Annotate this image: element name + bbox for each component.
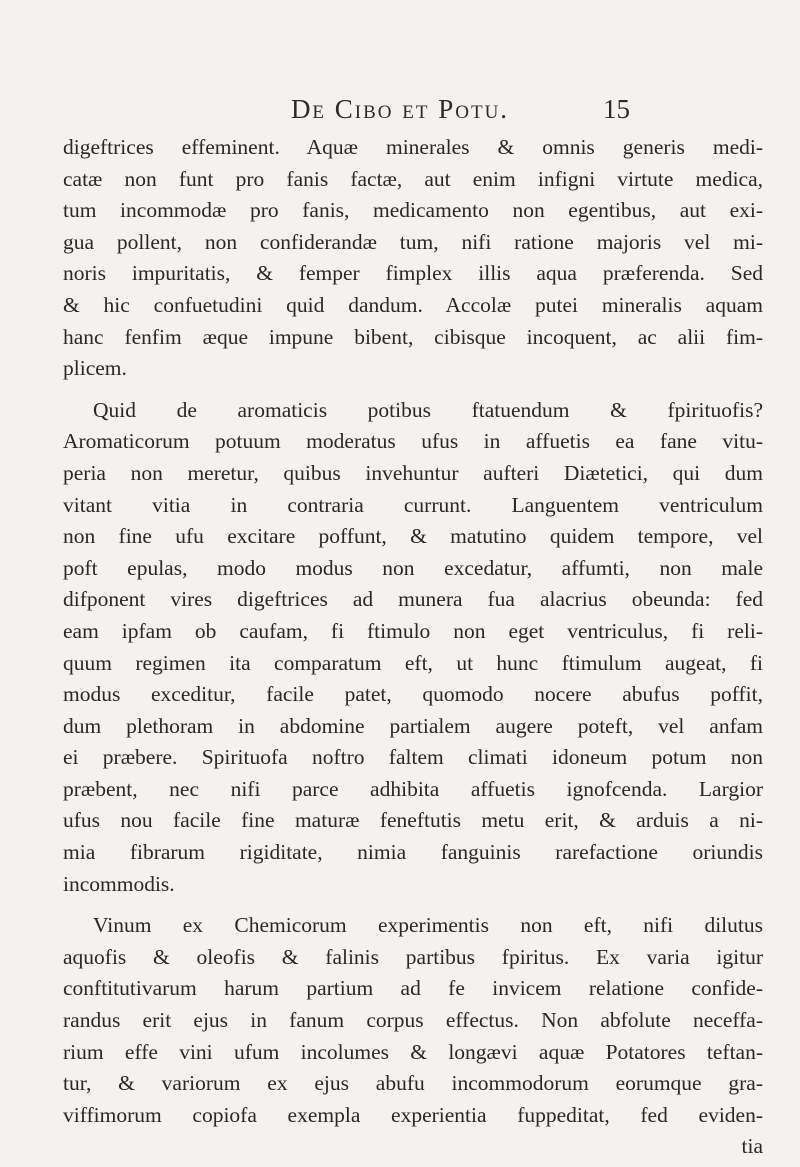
text-line: præbent, nec nifi parce adhibita affuetis ignofcenda. Largior: [63, 776, 763, 801]
text-line: tur, & variorum ex ejus abufu incommodorum eorumque gra-: [63, 1071, 763, 1096]
text-line: aquofis & oleofis & falinis partibus fpiritus. Ex varia igitur: [63, 944, 763, 969]
text-line: difponent vires digeftrices ad munera fua alacrius obeunda: fed: [63, 587, 763, 612]
text-line: Vinum ex Chemicorum experimentis non eft, nifi dilutus: [93, 913, 763, 938]
text-line: plicem.: [63, 356, 127, 381]
text-line: ei præbere. Spirituofa noftro faltem climati idoneum potum non: [63, 745, 763, 770]
paragraph: [63, 910, 763, 1131]
catchword: tia: [741, 1134, 763, 1159]
text-line: viffimorum copiofa exempla experientia fuppeditat, fed eviden-: [63, 1102, 763, 1127]
text-line: catæ non funt pro fanis factæ, aut enim infigni virtute medica,: [63, 166, 763, 191]
text-line: modus exceditur, facile patet, quomodo nocere abufus poffit,: [63, 682, 763, 707]
text-line: peria non meretur, quibus invehuntur aufteri Diætetici, qui dum: [63, 460, 763, 485]
body-text: [63, 132, 763, 1163]
text-line: eam ipfam ob caufam, fi ftimulo non eget ventriculus, fi reli-: [63, 618, 763, 643]
page-number: 15: [603, 94, 630, 124]
running-head: De Cibo et Potu.: [290, 94, 510, 124]
text-line: incommodis.: [63, 871, 175, 896]
text-line: tum incommodæ pro fanis, medicamento non egentibus, aut exi-: [63, 198, 763, 223]
text-line: mia fibrarum rigiditate, nimia fanguinis rarefactione oriundis: [63, 840, 763, 865]
text-line: quum regimen ita comparatum eft, ut hunc ftimulum augeat, fi: [63, 650, 763, 675]
text-line: non fine ufu excitare poffunt, & matutino quidem tempore, vel: [63, 524, 763, 549]
text-line: & hic confuetudini quid dandum. Accolæ putei mineralis aquam: [63, 292, 763, 317]
paragraph-gap: [63, 900, 763, 910]
text-line: poft epulas, modo modus non excedatur, affumti, non male: [63, 555, 763, 580]
page-header: [0, 88, 800, 128]
text-line: vitant vitia in contraria currunt. Languentem ventriculum: [63, 492, 763, 517]
text-line: randus erit ejus in fanum corpus effectus. Non abfolute neceffa-: [63, 1008, 763, 1033]
text-line: hanc fenfim æque impune bibent, cibisque incoquent, ac alii fim-: [63, 324, 763, 349]
text-line: digeftrices effeminent. Aquæ minerales & omnis generis medi-: [63, 135, 763, 159]
paragraph-gap: [63, 385, 763, 395]
text-line: ufus nou facile fine maturæ feneftutis metu erit, & arduis a ni-: [63, 808, 763, 833]
text-line: rium effe vini ufum incolumes & longævi aquæ Potatores teftan-: [63, 1039, 763, 1064]
text-line: dum plethoram in abdomine partialem augere poteft, vel anfam: [63, 713, 763, 738]
text-line: conftitutivarum harum partium ad fe invicem relatione confide-: [63, 976, 763, 1001]
text-line: Aromaticorum potuum moderatus ufus in affuetis ea fane vitu-: [63, 429, 763, 454]
paragraph: [63, 395, 763, 901]
paragraph: [63, 132, 763, 385]
text-line: noris impuritatis, & femper fimplex illis aqua præferenda. Sed: [63, 261, 763, 286]
text-line: Quid de aromaticis potibus ftatuendum & fpirituofis?: [93, 397, 763, 422]
text-line: gua pollent, non confiderandæ tum, nifi ratione majoris vel mi-: [63, 229, 763, 254]
text-container: [63, 132, 763, 1131]
